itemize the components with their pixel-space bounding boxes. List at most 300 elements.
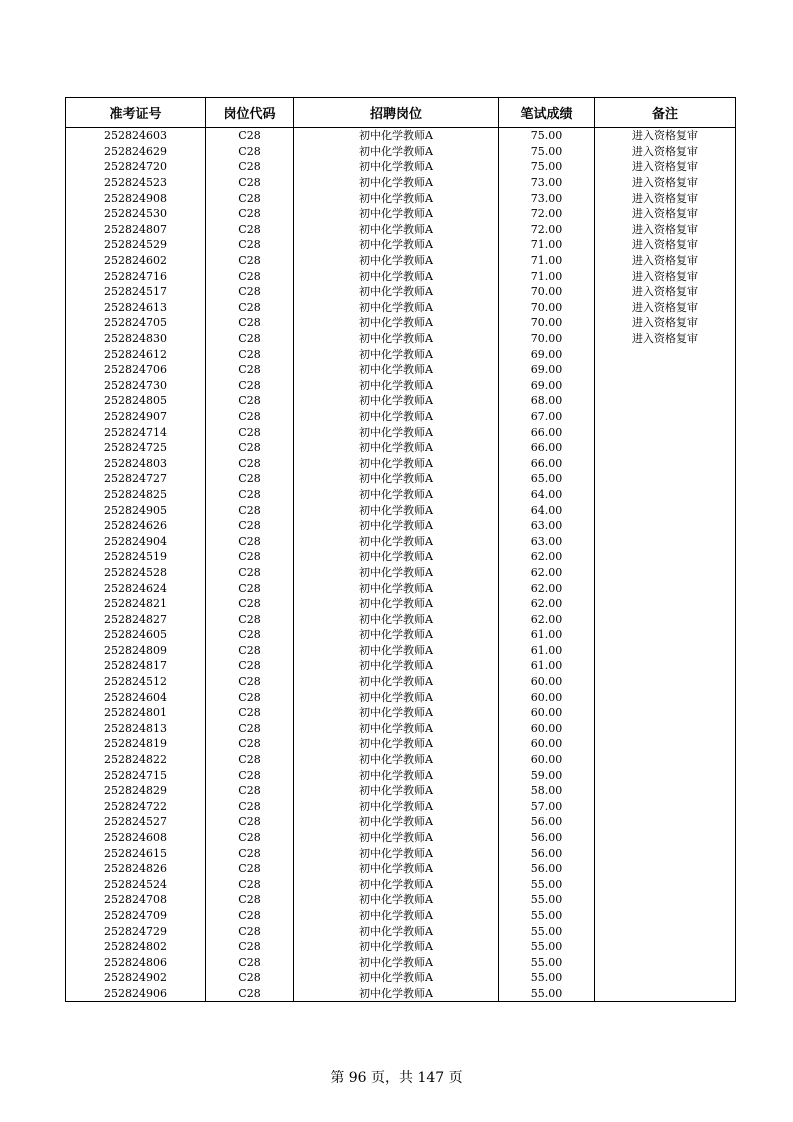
- score-cell: 63.00: [499, 518, 595, 534]
- position-code-cell: C28: [206, 549, 294, 565]
- position-name-cell: 初中化学教师A: [294, 814, 499, 830]
- table-row: [66, 518, 736, 534]
- table-row: [66, 580, 736, 596]
- position-name-cell: 初中化学教师A: [294, 378, 499, 394]
- position-code-cell: C28: [206, 128, 294, 144]
- table-row: [66, 222, 736, 238]
- table-row: [66, 190, 736, 206]
- position-name-cell: 初中化学教师A: [294, 487, 499, 503]
- header-remarks: 备注: [595, 98, 736, 128]
- table-row: [66, 986, 736, 1002]
- exam-id-cell: 252824624: [66, 580, 206, 596]
- remarks-cell: [595, 580, 736, 596]
- remarks-cell: [595, 596, 736, 612]
- position-name-cell: 初中化学教师A: [294, 144, 499, 160]
- score-cell: 55.00: [499, 908, 595, 924]
- position-code-cell: C28: [206, 799, 294, 815]
- score-cell: 55.00: [499, 939, 595, 955]
- score-cell: 62.00: [499, 596, 595, 612]
- header-exam-id: 准考证号: [66, 98, 206, 128]
- score-cell: 62.00: [499, 580, 595, 596]
- exam-id-cell: 252824517: [66, 284, 206, 300]
- exam-id-cell: 252824822: [66, 752, 206, 768]
- results-table: [65, 97, 736, 1002]
- position-name-cell: 初中化学教师A: [294, 268, 499, 284]
- exam-id-cell: 252824830: [66, 331, 206, 347]
- exam-id-cell: 252824805: [66, 393, 206, 409]
- table-row: [66, 159, 736, 175]
- table-row: [66, 892, 736, 908]
- exam-id-cell: 252824604: [66, 689, 206, 705]
- remarks-cell: [595, 643, 736, 659]
- position-code-cell: C28: [206, 674, 294, 690]
- score-cell: 61.00: [499, 643, 595, 659]
- table-row: [66, 206, 736, 222]
- position-code-cell: C28: [206, 939, 294, 955]
- remarks-cell: [595, 721, 736, 737]
- exam-id-cell: 252824612: [66, 346, 206, 362]
- exam-id-cell: 252824829: [66, 783, 206, 799]
- remarks-cell: [595, 440, 736, 456]
- remarks-cell: [595, 518, 736, 534]
- exam-id-cell: 252824528: [66, 565, 206, 581]
- position-code-cell: C28: [206, 954, 294, 970]
- position-code-cell: C28: [206, 752, 294, 768]
- position-name-cell: 初中化学教师A: [294, 533, 499, 549]
- position-name-cell: 初中化学教师A: [294, 767, 499, 783]
- table-row: [66, 923, 736, 939]
- table-row: [66, 315, 736, 331]
- remarks-cell: 进入资格复审: [595, 268, 736, 284]
- position-name-cell: 初中化学教师A: [294, 643, 499, 659]
- position-code-cell: C28: [206, 705, 294, 721]
- position-code-cell: C28: [206, 611, 294, 627]
- score-cell: 56.00: [499, 845, 595, 861]
- table-row: [66, 783, 736, 799]
- table-row: [66, 627, 736, 643]
- remarks-cell: [595, 455, 736, 471]
- score-cell: 62.00: [499, 611, 595, 627]
- exam-id-cell: 252824527: [66, 814, 206, 830]
- position-code-cell: C28: [206, 721, 294, 737]
- position-name-cell: 初中化学教师A: [294, 908, 499, 924]
- table-row: [66, 268, 736, 284]
- exam-id-cell: 252824602: [66, 253, 206, 269]
- table-row: [66, 861, 736, 877]
- remarks-cell: 进入资格复审: [595, 175, 736, 191]
- position-code-cell: C28: [206, 346, 294, 362]
- position-code-cell: C28: [206, 315, 294, 331]
- position-code-cell: C28: [206, 892, 294, 908]
- score-cell: 60.00: [499, 752, 595, 768]
- position-name-cell: 初中化学教师A: [294, 409, 499, 425]
- remarks-cell: [595, 923, 736, 939]
- exam-id-cell: 252824807: [66, 222, 206, 238]
- score-cell: 60.00: [499, 736, 595, 752]
- page-number: 第 96 页，共 147 页: [330, 1070, 463, 1086]
- remarks-cell: 进入资格复审: [595, 190, 736, 206]
- table-row: [66, 689, 736, 705]
- table-row: [66, 939, 736, 955]
- position-code-cell: C28: [206, 440, 294, 456]
- exam-id-cell: 252824716: [66, 268, 206, 284]
- table-body: [66, 128, 736, 1002]
- position-code-cell: C28: [206, 331, 294, 347]
- exam-id-cell: 252824629: [66, 144, 206, 160]
- score-cell: 67.00: [499, 409, 595, 425]
- exam-id-cell: 252824605: [66, 627, 206, 643]
- score-cell: 69.00: [499, 362, 595, 378]
- score-cell: 75.00: [499, 144, 595, 160]
- position-code-cell: C28: [206, 533, 294, 549]
- position-name-cell: 初中化学教师A: [294, 923, 499, 939]
- exam-id-cell: 252824615: [66, 845, 206, 861]
- exam-id-cell: 252824729: [66, 923, 206, 939]
- score-cell: 71.00: [499, 268, 595, 284]
- remarks-cell: [595, 799, 736, 815]
- remarks-cell: [595, 752, 736, 768]
- table-row: [66, 393, 736, 409]
- score-cell: 55.00: [499, 954, 595, 970]
- remarks-cell: [595, 892, 736, 908]
- exam-id-cell: 252824705: [66, 315, 206, 331]
- exam-id-cell: 252824821: [66, 596, 206, 612]
- remarks-cell: [595, 970, 736, 986]
- table-row: [66, 331, 736, 347]
- position-name-cell: 初中化学教师A: [294, 315, 499, 331]
- score-cell: 75.00: [499, 159, 595, 175]
- position-code-cell: C28: [206, 830, 294, 846]
- position-name-cell: 初中化学教师A: [294, 736, 499, 752]
- table-row: [66, 658, 736, 674]
- exam-id-cell: 252824806: [66, 954, 206, 970]
- remarks-cell: [595, 830, 736, 846]
- header-position-name: 招聘岗位: [294, 98, 499, 128]
- remarks-cell: [595, 861, 736, 877]
- exam-id-cell: 252824727: [66, 471, 206, 487]
- position-code-cell: C28: [206, 502, 294, 518]
- remarks-cell: 进入资格复审: [595, 159, 736, 175]
- score-cell: 55.00: [499, 923, 595, 939]
- table-row: [66, 362, 736, 378]
- exam-id-cell: 252824825: [66, 487, 206, 503]
- table-row: [66, 175, 736, 191]
- remarks-cell: 进入资格复审: [595, 222, 736, 238]
- score-cell: 60.00: [499, 674, 595, 690]
- position-code-cell: C28: [206, 409, 294, 425]
- remarks-cell: [595, 877, 736, 893]
- position-name-cell: 初中化学教师A: [294, 658, 499, 674]
- remarks-cell: [595, 658, 736, 674]
- exam-id-cell: 252824720: [66, 159, 206, 175]
- exam-id-cell: 252824530: [66, 206, 206, 222]
- position-name-cell: 初中化学教师A: [294, 424, 499, 440]
- position-code-cell: C28: [206, 253, 294, 269]
- exam-id-cell: 252824714: [66, 424, 206, 440]
- table-row: [66, 533, 736, 549]
- exam-id-cell: 252824519: [66, 549, 206, 565]
- remarks-cell: [595, 487, 736, 503]
- table-row: [66, 736, 736, 752]
- position-code-cell: C28: [206, 596, 294, 612]
- position-name-cell: 初中化学教师A: [294, 845, 499, 861]
- table-row: [66, 814, 736, 830]
- position-code-cell: C28: [206, 736, 294, 752]
- score-cell: 56.00: [499, 814, 595, 830]
- position-code-cell: C28: [206, 877, 294, 893]
- table-row: [66, 549, 736, 565]
- position-name-cell: 初中化学教师A: [294, 877, 499, 893]
- remarks-cell: [595, 767, 736, 783]
- table-row: [66, 954, 736, 970]
- position-code-cell: C28: [206, 518, 294, 534]
- position-name-cell: 初中化学教师A: [294, 954, 499, 970]
- table-row: [66, 346, 736, 362]
- remarks-cell: [595, 845, 736, 861]
- position-name-cell: 初中化学教师A: [294, 939, 499, 955]
- table-row: [66, 144, 736, 160]
- table-row: [66, 237, 736, 253]
- score-cell: 66.00: [499, 455, 595, 471]
- score-cell: 65.00: [499, 471, 595, 487]
- remarks-cell: 进入资格复审: [595, 315, 736, 331]
- position-name-cell: 初中化学教师A: [294, 611, 499, 627]
- score-cell: 64.00: [499, 502, 595, 518]
- position-name-cell: 初中化学教师A: [294, 549, 499, 565]
- score-cell: 57.00: [499, 799, 595, 815]
- position-code-cell: C28: [206, 627, 294, 643]
- score-cell: 55.00: [499, 892, 595, 908]
- position-code-cell: C28: [206, 970, 294, 986]
- score-cell: 62.00: [499, 565, 595, 581]
- score-cell: 64.00: [499, 487, 595, 503]
- exam-id-cell: 252824802: [66, 939, 206, 955]
- position-name-cell: 初中化学教师A: [294, 518, 499, 534]
- position-code-cell: C28: [206, 144, 294, 160]
- score-cell: 60.00: [499, 705, 595, 721]
- exam-id-cell: 252824902: [66, 970, 206, 986]
- table-row: [66, 799, 736, 815]
- score-cell: 59.00: [499, 767, 595, 783]
- score-cell: 60.00: [499, 721, 595, 737]
- position-name-cell: 初中化学教师A: [294, 705, 499, 721]
- position-name-cell: 初中化学教师A: [294, 721, 499, 737]
- position-code-cell: C28: [206, 424, 294, 440]
- header-written-score: 笔试成绩: [499, 98, 595, 128]
- score-cell: 61.00: [499, 627, 595, 643]
- exam-id-cell: 252824529: [66, 237, 206, 253]
- position-name-cell: 初中化学教师A: [294, 175, 499, 191]
- position-name-cell: 初中化学教师A: [294, 986, 499, 1002]
- table-row: [66, 487, 736, 503]
- remarks-cell: [595, 378, 736, 394]
- score-cell: 68.00: [499, 393, 595, 409]
- table-row: [66, 471, 736, 487]
- score-cell: 66.00: [499, 440, 595, 456]
- exam-id-cell: 252824819: [66, 736, 206, 752]
- position-code-cell: C28: [206, 487, 294, 503]
- position-name-cell: 初中化学教师A: [294, 580, 499, 596]
- remarks-cell: [595, 362, 736, 378]
- header-position-code: 岗位代码: [206, 98, 294, 128]
- table-row: [66, 440, 736, 456]
- position-name-cell: 初中化学教师A: [294, 190, 499, 206]
- position-name-cell: 初中化学教师A: [294, 237, 499, 253]
- position-code-cell: C28: [206, 658, 294, 674]
- score-cell: 69.00: [499, 346, 595, 362]
- position-code-cell: C28: [206, 159, 294, 175]
- position-code-cell: C28: [206, 362, 294, 378]
- exam-id-cell: 252824905: [66, 502, 206, 518]
- position-code-cell: C28: [206, 908, 294, 924]
- remarks-cell: [595, 611, 736, 627]
- exam-id-cell: 252824827: [66, 611, 206, 627]
- position-name-cell: 初中化学教师A: [294, 892, 499, 908]
- exam-id-cell: 252824817: [66, 658, 206, 674]
- score-cell: 70.00: [499, 331, 595, 347]
- position-name-cell: 初中化学教师A: [294, 393, 499, 409]
- exam-id-cell: 252824613: [66, 300, 206, 316]
- score-cell: 55.00: [499, 877, 595, 893]
- remarks-cell: 进入资格复审: [595, 284, 736, 300]
- remarks-cell: [595, 424, 736, 440]
- table-row: [66, 284, 736, 300]
- table-row: [66, 721, 736, 737]
- position-code-cell: C28: [206, 378, 294, 394]
- table-row: [66, 596, 736, 612]
- position-code-cell: C28: [206, 268, 294, 284]
- remarks-cell: [595, 533, 736, 549]
- position-code-cell: C28: [206, 861, 294, 877]
- position-name-cell: 初中化学教师A: [294, 689, 499, 705]
- remarks-cell: [595, 393, 736, 409]
- position-name-cell: 初中化学教师A: [294, 253, 499, 269]
- position-name-cell: 初中化学教师A: [294, 284, 499, 300]
- table-row: [66, 409, 736, 425]
- exam-id-cell: 252824603: [66, 128, 206, 144]
- position-code-cell: C28: [206, 284, 294, 300]
- exam-id-cell: 252824813: [66, 721, 206, 737]
- score-cell: 56.00: [499, 861, 595, 877]
- position-code-cell: C28: [206, 206, 294, 222]
- score-cell: 56.00: [499, 830, 595, 846]
- score-cell: 69.00: [499, 378, 595, 394]
- exam-id-cell: 252824908: [66, 190, 206, 206]
- score-cell: 70.00: [499, 284, 595, 300]
- exam-id-cell: 252824715: [66, 767, 206, 783]
- position-name-cell: 初中化学教师A: [294, 331, 499, 347]
- exam-id-cell: 252824709: [66, 908, 206, 924]
- position-code-cell: C28: [206, 580, 294, 596]
- position-name-cell: 初中化学教师A: [294, 830, 499, 846]
- remarks-cell: 进入资格复审: [595, 237, 736, 253]
- table-row: [66, 128, 736, 144]
- position-name-cell: 初中化学教师A: [294, 502, 499, 518]
- position-name-cell: 初中化学教师A: [294, 799, 499, 815]
- remarks-cell: [595, 346, 736, 362]
- remarks-cell: [595, 471, 736, 487]
- exam-id-cell: 252824907: [66, 409, 206, 425]
- exam-id-cell: 252824803: [66, 455, 206, 471]
- exam-id-cell: 252824708: [66, 892, 206, 908]
- remarks-cell: [595, 814, 736, 830]
- remarks-cell: [595, 409, 736, 425]
- remarks-cell: [595, 627, 736, 643]
- remarks-cell: [595, 908, 736, 924]
- remarks-cell: 进入资格复审: [595, 253, 736, 269]
- score-cell: 73.00: [499, 175, 595, 191]
- score-cell: 73.00: [499, 190, 595, 206]
- table-row: [66, 455, 736, 471]
- position-code-cell: C28: [206, 767, 294, 783]
- exam-id-cell: 252824826: [66, 861, 206, 877]
- score-cell: 70.00: [499, 300, 595, 316]
- remarks-cell: 进入资格复审: [595, 144, 736, 160]
- score-cell: 60.00: [499, 689, 595, 705]
- exam-id-cell: 252824801: [66, 705, 206, 721]
- position-name-cell: 初中化学教师A: [294, 565, 499, 581]
- score-cell: 75.00: [499, 128, 595, 144]
- position-name-cell: 初中化学教师A: [294, 346, 499, 362]
- table-row: [66, 752, 736, 768]
- position-code-cell: C28: [206, 300, 294, 316]
- position-code-cell: C28: [206, 471, 294, 487]
- position-code-cell: C28: [206, 393, 294, 409]
- position-code-cell: C28: [206, 845, 294, 861]
- exam-id-cell: 252824730: [66, 378, 206, 394]
- position-name-cell: 初中化学教师A: [294, 674, 499, 690]
- remarks-cell: [595, 502, 736, 518]
- position-name-cell: 初中化学教师A: [294, 206, 499, 222]
- score-cell: 61.00: [499, 658, 595, 674]
- position-code-cell: C28: [206, 986, 294, 1002]
- table-row: [66, 830, 736, 846]
- remarks-cell: [595, 939, 736, 955]
- exam-id-cell: 252824725: [66, 440, 206, 456]
- remarks-cell: [595, 783, 736, 799]
- table-row: [66, 611, 736, 627]
- remarks-cell: 进入资格复审: [595, 128, 736, 144]
- remarks-cell: [595, 954, 736, 970]
- remarks-cell: [595, 705, 736, 721]
- position-name-cell: 初中化学教师A: [294, 627, 499, 643]
- remarks-cell: [595, 736, 736, 752]
- score-cell: 71.00: [499, 237, 595, 253]
- position-name-cell: 初中化学教师A: [294, 471, 499, 487]
- position-code-cell: C28: [206, 455, 294, 471]
- table-row: [66, 378, 736, 394]
- position-code-cell: C28: [206, 783, 294, 799]
- table-row: [66, 253, 736, 269]
- remarks-cell: [595, 674, 736, 690]
- remarks-cell: 进入资格复审: [595, 331, 736, 347]
- position-name-cell: 初中化学教师A: [294, 783, 499, 799]
- table-row: [66, 565, 736, 581]
- score-cell: 55.00: [499, 970, 595, 986]
- table-row: [66, 877, 736, 893]
- table-row: [66, 845, 736, 861]
- position-name-cell: 初中化学教师A: [294, 752, 499, 768]
- table-row: [66, 502, 736, 518]
- remarks-cell: [595, 549, 736, 565]
- score-cell: 70.00: [499, 315, 595, 331]
- score-cell: 72.00: [499, 206, 595, 222]
- position-name-cell: 初中化学教师A: [294, 362, 499, 378]
- position-name-cell: 初中化学教师A: [294, 861, 499, 877]
- table-row: [66, 767, 736, 783]
- position-code-cell: C28: [206, 175, 294, 191]
- position-name-cell: 初中化学教师A: [294, 128, 499, 144]
